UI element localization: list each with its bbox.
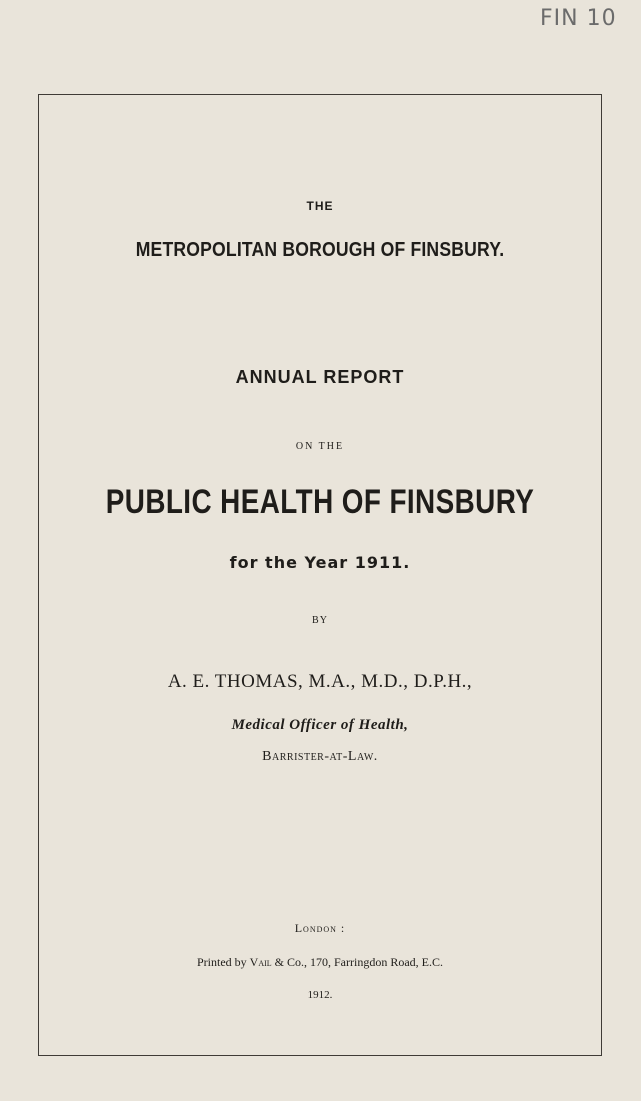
report-year: for the Year 1911. xyxy=(229,553,411,572)
author-office: Medical Officer of Health, xyxy=(231,717,409,733)
by-text: BY xyxy=(312,615,328,626)
report-subject: PUBLIC HEALTH OF FINSBURY xyxy=(105,483,535,521)
author-name: A. E. THOMAS, M.A., M.D., D.P.H., xyxy=(167,671,473,692)
imprint-year: 1912. xyxy=(307,989,333,1001)
imprint-place: London : xyxy=(294,921,346,935)
imprint-printer xyxy=(39,955,601,970)
catalog-mark: FIN 10 xyxy=(540,6,617,31)
title-article: THE xyxy=(306,199,334,213)
report-title: ANNUAL REPORT xyxy=(235,367,405,387)
printer-address: & Co., 170, Farringdon Road, E.C. xyxy=(271,955,443,969)
borough-heading: METROPOLITAN BOROUGH OF FINSBURY. xyxy=(135,239,505,261)
printer-prefix: Printed by xyxy=(197,955,250,969)
author-qualification: Barrister-at-Law. xyxy=(262,749,378,764)
on-the-text: ON THE xyxy=(295,441,345,452)
printer-name: Vail xyxy=(249,955,272,969)
title-page-frame xyxy=(38,94,602,1056)
